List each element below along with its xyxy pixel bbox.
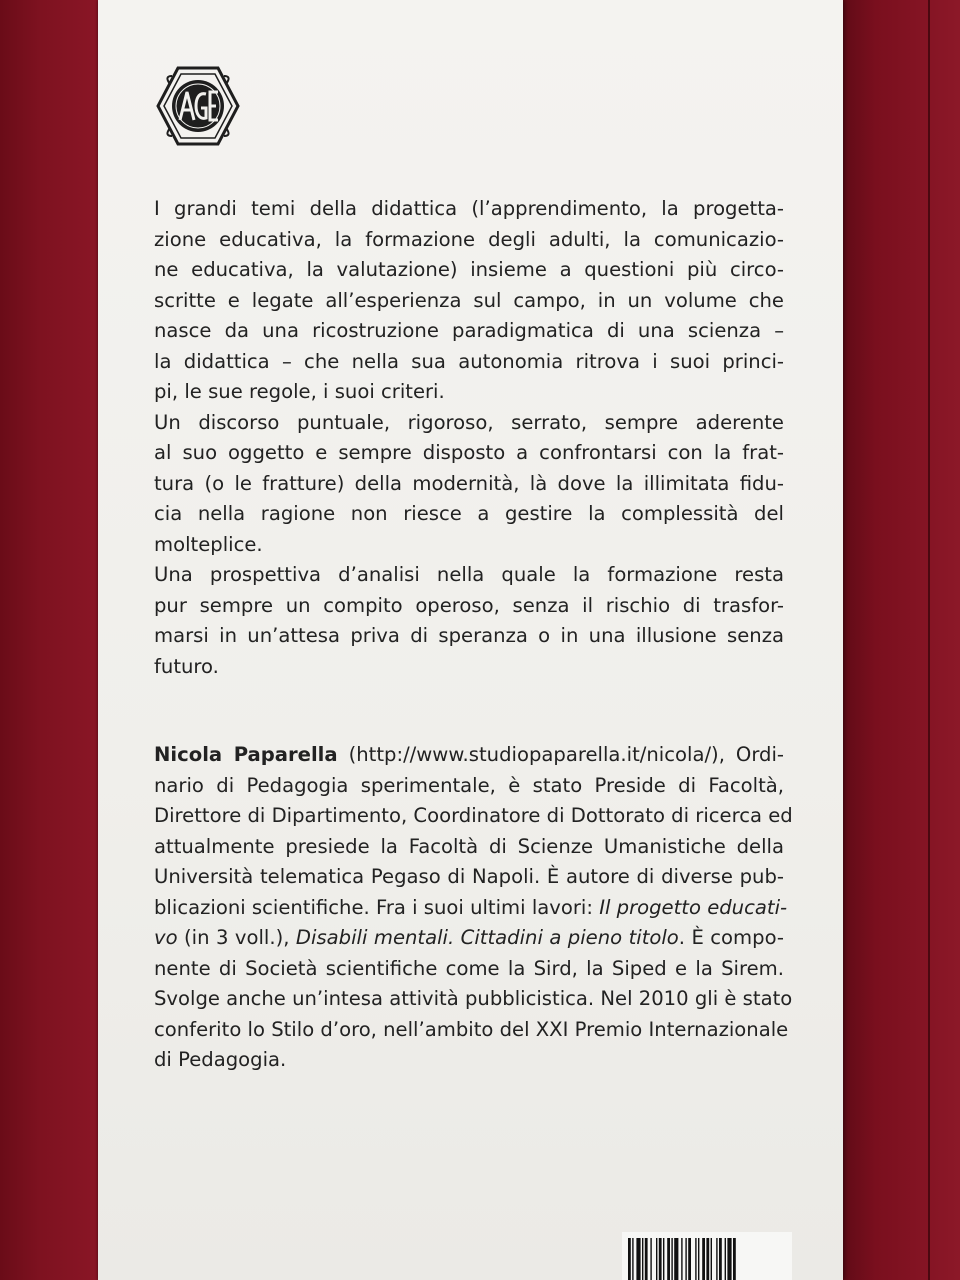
description-line: al suo oggetto e sempre disposto a confrontarsi con la frat- — [154, 441, 784, 464]
author-bio-line: di Pedagogia. — [154, 1048, 287, 1071]
description-line: I grandi temi della didattica (l’apprendimento, la progetta- — [154, 197, 784, 220]
description-line: pi, le sue regole, i suoi criteri. — [154, 380, 445, 403]
description-line: ne educativa, la valutazione) insieme a questioni più circo- — [154, 258, 784, 281]
author-bio-line: attualmente presiede la Facoltà di Scienze Umanistiche della — [154, 834, 784, 858]
description-line: zione educativa, la formazione degli adulti, la comunicazio- — [154, 227, 784, 251]
author-bio — [154, 740, 793, 1076]
description-line: marsi in un’attesa priva di speranza o in una illusione senza — [154, 624, 784, 647]
description-line: nasce da una ricostruzione paradigmatica di una scienza – — [154, 319, 784, 342]
description-line: scritte e legate all’esperienza sul campo, in un volume che — [154, 288, 784, 312]
red-binding-left — [0, 0, 100, 1280]
description-line: futuro. — [154, 654, 219, 678]
book-title: vo — [154, 926, 178, 949]
back-cover — [98, 0, 843, 1280]
author-bio-line — [154, 893, 788, 924]
author-bio-line: nente di Società scientifiche come la Sird, la Siped e la Sirem. — [154, 956, 784, 980]
age-monogram-hexagon-icon — [156, 64, 240, 148]
bio-text: (in 3 voll.), — [177, 926, 296, 949]
author-bio-line: Direttore di Dipartimento, Coordinatore di Dottorato di ricerca ed — [154, 804, 793, 827]
description-line: Un discorso puntuale, rigoroso, serrato, sempre aderente — [154, 410, 784, 434]
author-bio-line: Svolge anche un’intesa attività pubblicistica. Nel 2010 gli è stato — [154, 987, 793, 1010]
author-bio-line — [154, 740, 784, 771]
description-line: Una prospettiva d’analisi nella quale la formazione resta — [154, 563, 784, 586]
author-bio-line: conferito lo Stilo d’oro, nell’ambito del XXI Premio Internazionale — [154, 1017, 789, 1041]
description-line: la didattica – che nella sua autonomia ritrova i suoi princi- — [154, 349, 784, 373]
description-line: cia nella ragione non riesce a gestire la complessità del — [154, 502, 784, 525]
red-binding-right — [840, 0, 960, 1280]
description-line: pur sempre un compito operoso, senza il rischio di trasfor- — [154, 593, 784, 617]
binding-edge — [928, 0, 930, 1280]
author-bio-line: Università telematica Pegaso di Napoli. È autore di diverse pub- — [154, 865, 784, 888]
description-line: tura (o le fratture) della modernità, là dove la illimitata fidu- — [154, 471, 784, 495]
barcode-icon — [622, 1232, 792, 1280]
author-url-text: (http://www.studiopaparella.it/nicola/), Ordi- — [337, 743, 784, 766]
author-bio-line — [154, 923, 784, 954]
author-bio-line: nario di Pedagogia sperimentale, è stato Preside di Facoltà, — [154, 773, 784, 797]
description-line: molteplice. — [154, 532, 263, 556]
book-title: Il progetto educati- — [599, 895, 788, 919]
bio-text: blicazioni scientifiche. Fra i suoi ultimi lavori: — [154, 895, 600, 919]
author-name: Nicola Paparella — [154, 743, 338, 766]
bio-text: . È compo- — [678, 926, 784, 949]
book-description — [154, 194, 784, 682]
book-title: Disabili mentali. Cittadini a pieno titolo — [295, 926, 679, 949]
